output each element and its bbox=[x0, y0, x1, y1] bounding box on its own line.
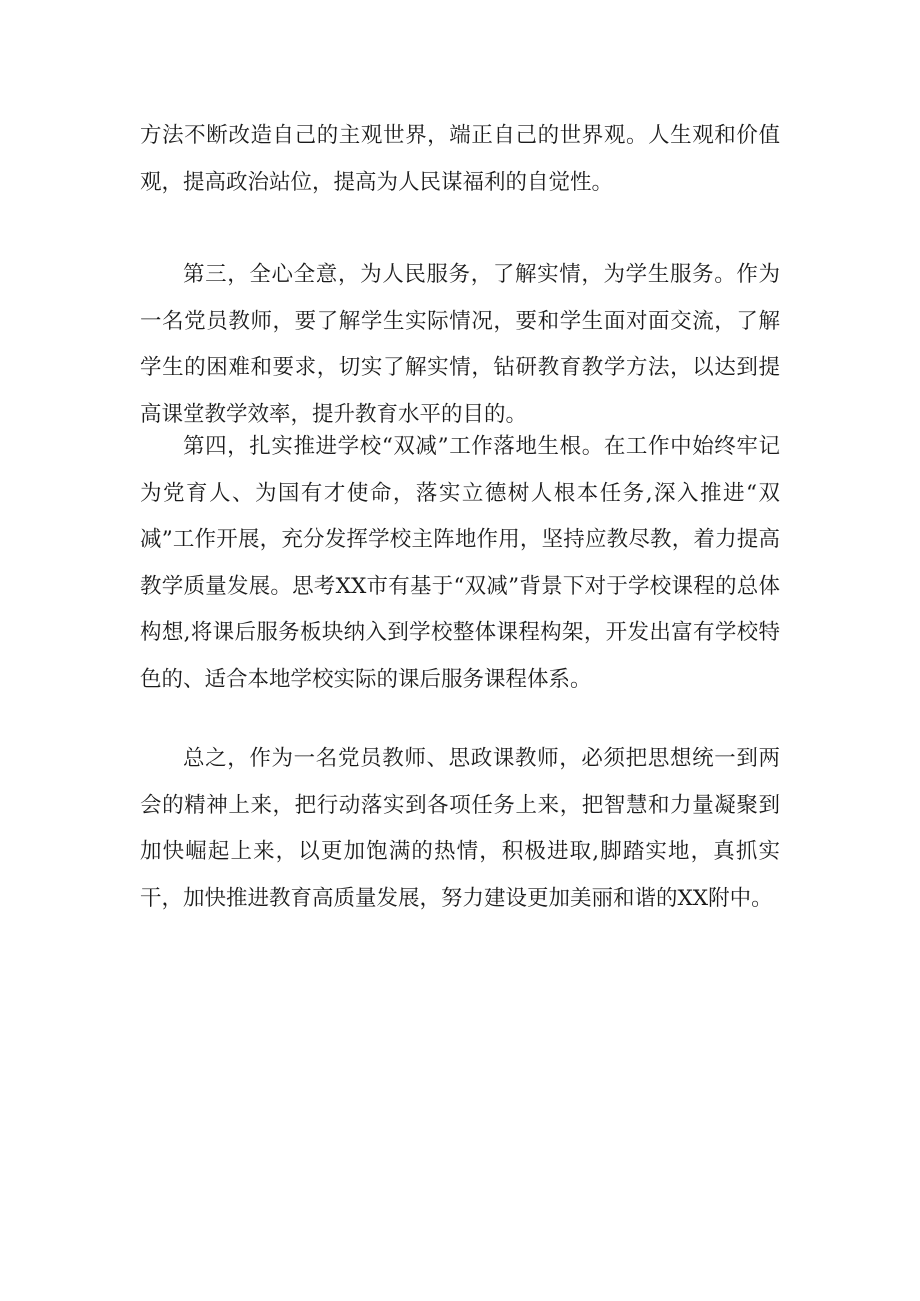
paragraph-conclusion: 总之，作为一名党员教师、思政课教师，必须把思想统一到两会的精神上来，把行动落实到各项任务上来，把智慧和力量凝聚到加快崛起上来，以更加饱满的热情，积极进取,脚踏实地，真抓实干，加快推进教育高质量发展，努力建设更加美丽和谐的XX附中。 bbox=[140, 746, 780, 911]
paragraph-fourth-point: 第四，扎实推进学校“双减”工作落地生根。在工作中始终牢记为党育人、为国有才使命，落实立德树人根本任务,深入推进“双减”工作开展，充分发挥学校主阵地作用，坚持应教尽教，着力提高教学质量发展。思考XX市有基于“双减”背景下对于学校课程的总体构想,将课后服务板块纳入到学校整体课程构架，开发出富有学校特色的、适合本地学校实际的课后服务课程体系。 bbox=[140, 434, 780, 692]
paragraph-continuation: 方法不断改造自己的主观世界，端正自己的世界观。人生观和价值观，提高政治站位，提高为人民谋福利的自觉性。 bbox=[140, 123, 780, 195]
paragraph-third-point: 第三，全心全意，为人民服务，了解实情，为学生服务。作为一名党员教师，要了解学生实际情况，要和学生面对面交流，了解学生的困难和要求，切实了解实情，钻研教育教学方法，以达到提高课堂教学效率，提升教育水平的目的。 bbox=[140, 262, 780, 427]
